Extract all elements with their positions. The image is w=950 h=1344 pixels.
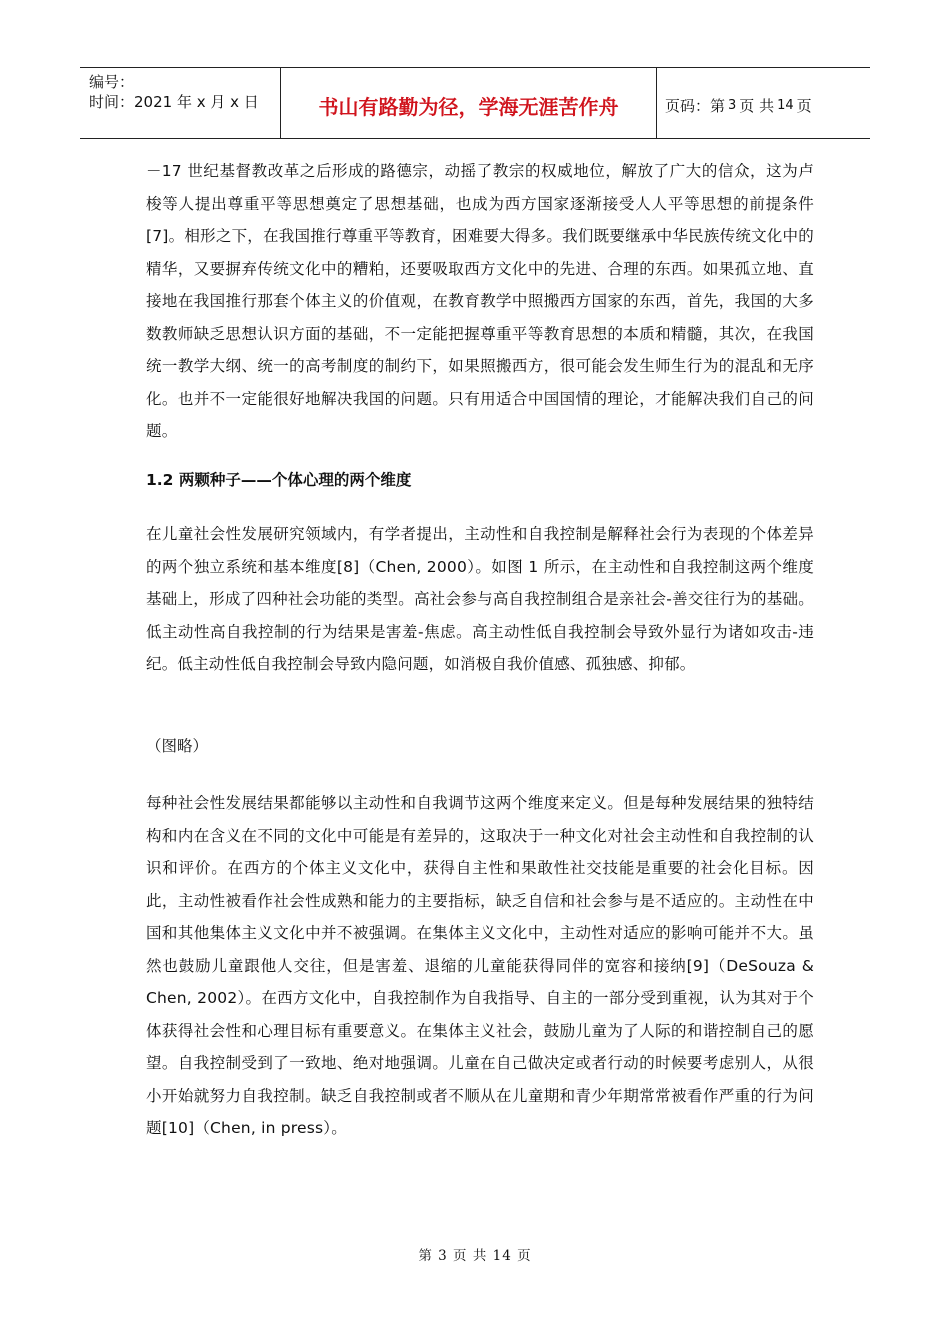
paragraph-1 <box>146 155 814 448</box>
page-total: 14 <box>777 97 794 113</box>
header-page-number <box>657 68 870 138</box>
paragraph-text: 在儿童社会性发展研究领域内，有学者提出，主动性和自我控制是解释社会行为表现的个体差异的两个独立系统和基本维度[8]（Chen, 2000）。如图 1 所示，在主动性和自我控制这两个维度基础上，形成了四种社会功能的类型。高社会参与高自我控制组合是亲社会-善交往行为的基础。低主动性高自我控制的行为结果是害羞-焦虑。高主动性低自我控制会导致外显行为诸如攻击-违纪。低主动性低自我控制会导致内隐问题，如消极自我价值感、孤独感、抑郁。 <box>146 525 814 673</box>
paragraph-2 <box>146 518 814 681</box>
paragraph-3 <box>146 787 814 1145</box>
date-label: 时间：2021 年 x 月 x 日 <box>89 93 259 111</box>
page-current: 3 <box>728 97 737 113</box>
page-mid: 页 共 <box>739 96 775 115</box>
paragraph-text: 每种社会性发展结果都能够以主动性和自我调节这两个维度来定义。但是每种发展结果的独特结构和内在含义在不同的文化中可能是有差异的，这取决于一种文化对社会主动性和自我控制的认识和评价。在西方的个体主义文化中，获得自主性和果敢性社交技能是重要的社会化目标。因此，主动性被看作社会性成熟和能力的主要指标，缺乏自信和社会参与是不适应的。主动性在中国和其他集体主义文化中并不被强调。在集体主义文化中，主动性对适应的影响可能并不大。虽然也鼓励儿童跟他人交往，但是害羞、退缩的儿童能获得同伴的宽容和接纳[9]（DeSouza & Chen, 2002）。在西方文化中，自我控制作为自我指导、自主的一部分受到重视，认为其对于个体获得社会性和心理目标有重要意义。在集体主义社会，鼓励儿童为了人际的和谐控制自己的愿望。自我控制受到了一致地、绝对地强调。儿童在自己做决定或者行动的时候要考虑别人，从很小开始就努力自我控制。缺乏自我控制或者不顺从在儿童期和青少年期常常被看作严重的行为问题[10]（Chen, in press）。 <box>146 794 814 1137</box>
page-suffix: 页 <box>796 96 812 115</box>
page-prefix: 页码：第 <box>665 96 726 115</box>
section-heading: 1.2 两颗种子——个体心理的两个维度 <box>146 471 412 489</box>
page-footer: 第 3 页 共 14 页 <box>418 1248 532 1264</box>
header-meta <box>80 68 281 138</box>
header-motto: 书山有路勤为径，学海无涯苦作舟 <box>281 68 657 138</box>
paragraph-text: －17 世纪基督教改革之后形成的路德宗，动摇了教宗的权威地位，解放了广大的信众，这为卢梭等人提出尊重平等思想奠定了思想基础，也成为西方国家逐渐接受人人平等思想的前提条件[7]。相形之下，在我国推行尊重平等教育，困难要大得多。我们既要继承中华民族传统文化中的精华，又要摒弃传统文化中的糟粕，还要吸取西方文化中的先进、合理的东西。如果孤立地、直接地在我国推行那套个体主义的价值观，在教育教学中照搬西方国家的东西，首先，我国的大多数教师缺乏思想认识方面的基础，不一定能把握尊重平等教育思想的本质和精髓，其次，在我国统一教学大纲、统一的高考制度的制约下，如果照搬西方，很可能会发生师生行为的混乱和无序化。也并不一定能很好地解决我国的问题。只有用适合中国国情的理论，才能解决我们自己的问题。 <box>146 162 814 440</box>
figure-placeholder: （图略） <box>146 737 209 755</box>
serial-label: 编号： <box>89 73 135 91</box>
header-table <box>80 67 870 139</box>
